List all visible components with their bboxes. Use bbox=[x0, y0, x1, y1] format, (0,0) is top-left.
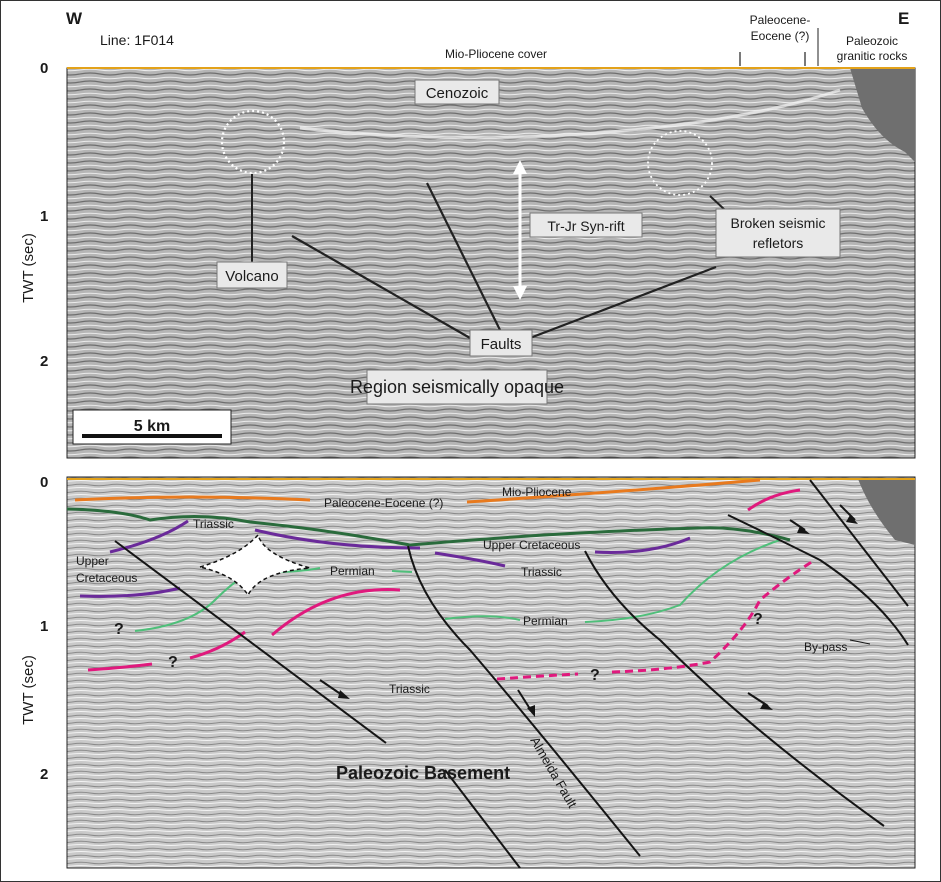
permian-label-1: Permian bbox=[330, 564, 375, 578]
paleocene-eocene-label: Paleocene-Eocene (?) bbox=[324, 496, 444, 510]
permian-label-2: Permian bbox=[523, 614, 568, 628]
top-y-tick-0: 0 bbox=[40, 60, 49, 77]
triassic-label-1: Triassic bbox=[193, 517, 234, 531]
volcano-label: Volcano bbox=[225, 268, 279, 285]
bottom-y-tick-2: 2 bbox=[40, 766, 49, 783]
question-mark-2: ? bbox=[168, 654, 178, 671]
bottom-y-tick-0: 0 bbox=[40, 474, 49, 491]
faults-label: Faults bbox=[480, 336, 522, 353]
opaque-label: Region seismically opaque bbox=[349, 377, 565, 397]
granitic-label-line2: granitic rocks bbox=[836, 49, 908, 63]
paleocene-label-line2: Eocene (?) bbox=[750, 29, 810, 43]
broken-label-line2: refletors bbox=[752, 235, 804, 251]
bottom-y-axis-title: TWT (sec) bbox=[20, 655, 37, 725]
upper-cretaceous-west-line2: Cretaceous bbox=[76, 571, 138, 585]
triassic-label-3: Triassic bbox=[389, 682, 430, 696]
seismic-section-bottom bbox=[67, 477, 915, 868]
top-y-axis-title: TWT (sec) bbox=[20, 233, 37, 303]
cenozoic-label: Cenozoic bbox=[425, 85, 489, 102]
cover-label: Mio-Pliocene cover bbox=[445, 47, 548, 61]
paleocene-label-line1: Paleocene- bbox=[749, 13, 811, 27]
broken-label-line1: Broken seismic bbox=[730, 215, 826, 231]
synrift-label: Tr-Jr Syn-rift bbox=[547, 218, 625, 234]
basement-label: Paleozoic Basement bbox=[336, 763, 511, 783]
permian-horizon-2 bbox=[392, 571, 412, 572]
east-label: E bbox=[898, 9, 910, 28]
top-y-tick-1: 1 bbox=[40, 208, 49, 225]
bottom-panel bbox=[20, 474, 915, 868]
line-label: Line: 1F014 bbox=[100, 32, 174, 48]
granitic-label-line1: Paleozoic bbox=[845, 34, 899, 48]
almeida-fault-label: Almeida Fault bbox=[527, 734, 581, 811]
west-label: W bbox=[66, 9, 83, 28]
triassic-label-2: Triassic bbox=[521, 565, 562, 579]
mio-pliocene-label: Mio-Pliocene bbox=[502, 485, 572, 499]
scale-label: 5 km bbox=[133, 418, 171, 435]
upper-cretaceous-west-line1: Upper bbox=[76, 554, 109, 568]
question-mark-4: ? bbox=[753, 611, 763, 628]
bottom-y-tick-1: 1 bbox=[40, 618, 49, 635]
top-panel bbox=[20, 9, 915, 458]
upper-cretaceous-label: Upper Cretaceous bbox=[483, 538, 581, 552]
question-mark-1: ? bbox=[114, 621, 124, 638]
top-y-tick-2: 2 bbox=[40, 353, 49, 370]
bypass-label: By-pass bbox=[804, 640, 848, 654]
question-mark-3: ? bbox=[590, 667, 600, 684]
